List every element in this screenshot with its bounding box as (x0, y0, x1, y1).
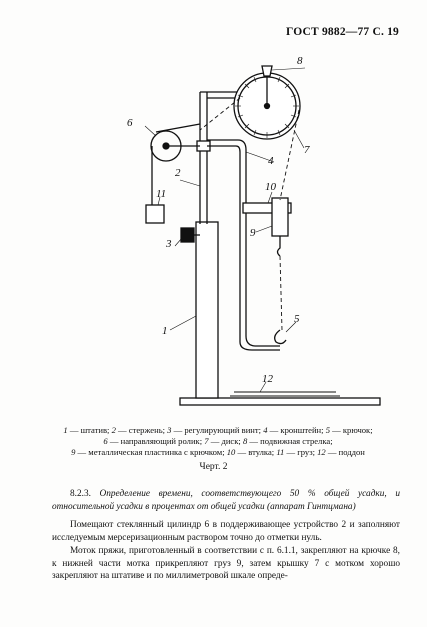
fig-label-6: 6 (127, 117, 133, 129)
legend-item: 4 — кронштейн; (263, 425, 326, 435)
legend-item: 8 — подвижная стрелка; (242, 436, 333, 446)
paragraph: Моток пряжи, приготовленный в соответствии с п. 6.1.1, закрепляют на крючке 8, к нижней части мотка прикрепляют груз 9, затем крышку 7 с мотком хорошо закрепляют на штативе и по миллиметровой шкале опреде- (52, 546, 400, 582)
base-plate (180, 398, 380, 405)
fig-label-8: 8 (297, 55, 303, 67)
movable-pointer (262, 66, 272, 76)
fig-label-4: 4 (268, 155, 274, 167)
fig-label-2: 2 (175, 167, 181, 179)
figure-legend (38, 425, 398, 458)
legend-item: 10 — втулка; (226, 447, 277, 457)
legend-item: 5 — крючок; (325, 425, 373, 435)
legend-item: 2 — стержень; (111, 425, 168, 435)
legend-item: 1 — штатив; (63, 425, 112, 435)
fig-label-7: 7 (304, 144, 310, 156)
legend-item: 7 — диск; (204, 436, 243, 446)
figure-caption: Черт. 2 (199, 462, 228, 472)
section-heading (52, 488, 400, 513)
tray (230, 392, 340, 396)
stand-column (196, 222, 218, 398)
weight (146, 205, 164, 223)
legend-item: 3 — регулирующий винт; (167, 425, 264, 435)
legend-item: 12 — поддон (317, 447, 365, 457)
legend-item: 11 — груз; (276, 447, 318, 457)
section-number: 8.2.3. (70, 489, 91, 499)
fig-label-10: 10 (265, 181, 276, 193)
section-title: Определение времени, соответствующего 50 % общей усадки, и относительной усадки в процентах от общей усадки (аппарат Гинтцмана) (52, 489, 400, 512)
metal-plate (272, 198, 288, 236)
adjusting-screw (181, 228, 194, 242)
fig-label-11: 11 (156, 188, 167, 200)
page-header: ГОСТ 9882—77 С. 19 (286, 26, 399, 38)
legend-item: 6 — направляющий ролик; (103, 436, 205, 446)
legend-item: 9 — металлическая пластинка с крючком; (71, 447, 227, 457)
fig-label-9: 9 (250, 227, 256, 239)
hook (275, 330, 286, 344)
fig-label-5: 5 (294, 313, 300, 325)
fig-label-12: 12 (262, 373, 273, 385)
fig-label-3: 3 (166, 238, 172, 250)
paragraph: Помещают стеклянный цилиндр 6 в поддерживающее устройство 2 и заполняют исследуемым мерсеризационным раствором точно до отметки нуль. (52, 520, 400, 543)
fig-label-1: 1 (162, 325, 168, 337)
